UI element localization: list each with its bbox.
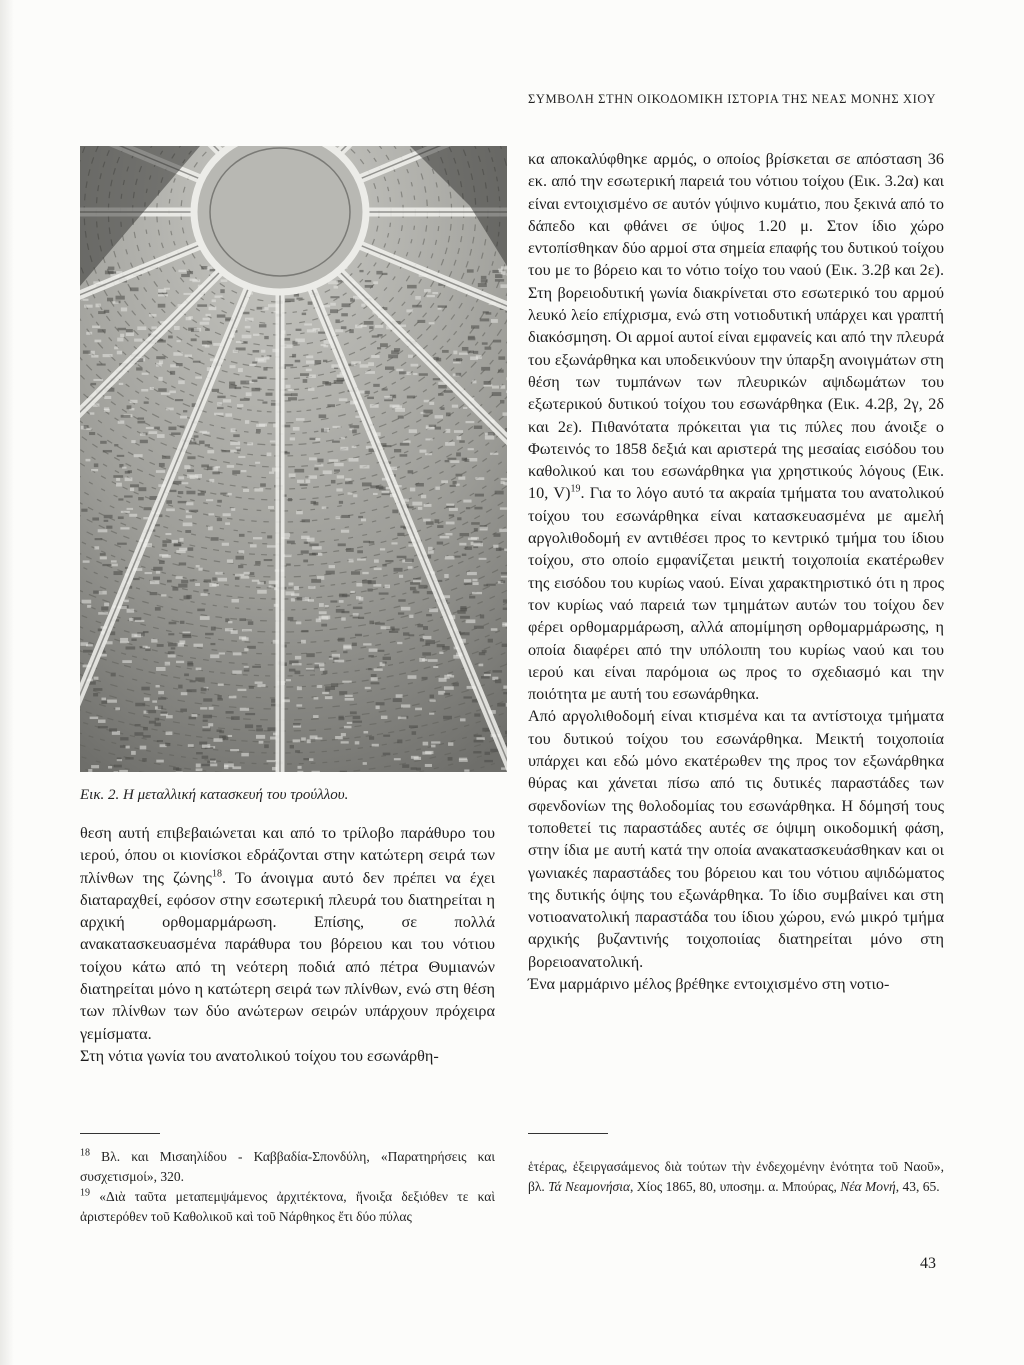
footnote-divider-right xyxy=(528,1133,608,1134)
footnote-19: $^{19}$ «Διὰ ταῦτα μεταπεμψάμενος ἀρχιτέκτονα, ἤνοιξα δεξιόθεν τε καὶ ἀριστερόθεν τοῦ Καθολικοῦ καὶ τοῦ Νάρθηκος ἔτι δύο πύλας xyxy=(80,1187,496,1224)
dome-photograph xyxy=(80,146,507,772)
footnote-ref-19[interactable]: 19 xyxy=(570,484,581,496)
footnote-18: $^{18}$ Βλ. και Μισαηλίδου - Καββαδία-Σπονδύλη, «Παρατηρήσεις και συσχετισμοί», 320. xyxy=(80,1147,496,1184)
footnote-19-continued: ἑτέρας, ἐξειργασάμενος διὰ τούτων τὴν ἐνδεχομένην ἑνότητα τοῦ Ναοῦ», βλ. Τά Νεαμονήσια, Χίος 1865, 80, υποσημ. α. Μπούρας, Νέα Μονή, 43, 65. xyxy=(528,1159,944,1194)
running-title: ΣΥΜΒΟΛΗ ΣΤΗΝ ΟΙΚΟΔΟΜΙΚΗ ΙΣΤΟΡΙΑ ΤΗΣ ΝΕΑΣ ΜΟΝΗΣ ΧΙΟΥ xyxy=(527,92,936,106)
paragraph: Ένα μαρμάρινο μέλος βρέθηκε εντοιχισμένο στη νοτιο- xyxy=(528,974,890,993)
page-number: 43 xyxy=(920,1255,936,1272)
figure-caption: Εικ. 2. Η μεταλλική κατασκευή του τρούλλου. xyxy=(80,787,349,803)
right-column-text xyxy=(528,148,944,995)
page-edge-shadow xyxy=(0,0,14,1365)
footnote-divider-left xyxy=(80,1133,160,1134)
footnotes-right xyxy=(528,1157,944,1197)
footnote-ref-18[interactable]: 18 xyxy=(211,868,222,880)
footnotes-left xyxy=(80,1147,495,1227)
paragraph: κα αποκαλύφθηκε αρμός, ο οποίος βρίσκεται σε απόσταση 36 εκ. από την εσωτερική παρειά του νότιου τοίχου (Εικ. 3.2α) και είναι εντοιχισμένο σε αυτόν γύψινο κυμάτιο, που ξεκινά από το δάπεδο και φθάνει σε ύψος 1.20 μ. Στον ίδιο χώρο εντοπίσθηκαν δύο αρμοί στα σημεία επαφής του δυτικού τοίχου του με το βόρειο και το νότιο τοίχο του ναού (Εικ. 3.2β και 2ε). Στη βορειοδυτική γωνία διακρίνεται στο εσωτερικό του αρμού λευκό λείο επίχρισμα, ενώ στη νοτιοδυτική υπάρχει και γραπτή διακόσμηση. Οι αρμοί αυτοί είναι εμφανείς και από την πλευρά του εξωνάρθηκα και υποδεικνύουν την ύπαρξη ανοιγμάτων στη θέση των τυμπάνων των πλευρικών αψιδωμάτων του εξωτερικού δυτικού τοίχου του εσωνάρθηκα (Εικ. 4.2β, 2γ, 2δ και 2ε). Πιθανότατα πρόκειται για τις πύλες που άνοιξε ο Φωτεινός το 1858 δεξιά και αριστερά της μεσαίας εισόδου του καθολικού και του εσωνάρθηκα για χρηστικούς λόγους (Εικ. 10, V)$^{19}$. Για το λόγο αυτό τα ακραία τμήματα του ανατολικού τοίχου του εσωνάρθηκα είναι κατασκευασμένα με αμελή αργολιθοδομή εν αντιθέσει προς το κεντρικό τμήμα του ίδιου τοίχου, στο οποίο εμφανίζεται μεικτή τοιχοποιία εκατέρωθεν της εισόδου του κυρίως ναού. Είναι χαρακτηριστικό ότι η προς τον κυρίως ναό παρειά των τμημάτων αυτών του τοίχου δεν φέρει ορθομαρμάρωση, αλλά απομίμηση ορθομαρμάρωσης, η οποία διαφέρει από την υπόλοιπη του κυρίως ναού και του ιερού και είναι παρόμοια ως προς το σχεδιασμό και την ποιότητα με αυτή του εσωνάρθηκα. xyxy=(528,150,944,704)
paragraph: Στη νότια γωνία του ανατολικού τοίχου του εσωνάρθη- xyxy=(80,1046,439,1065)
left-column-text xyxy=(80,822,495,1067)
paragraph: θεση αυτή επιβεβαιώνεται και από το τρίλοβο παράθυρο του ιερού, όπου οι κιονίσκοι εδράζονται στην κατώτερη σειρά των πλίνθων της ζώνης$^{18}$. Το άνοιγμα αυτό δεν πρέπει να έχει διαταραχθεί, εφόσον στην εσωτερική πλευρά του διατηρείται η αρχική ορθομαρμάρωση. Επίσης, σε πολλά ανακατασκευασμένα παράθυρα του βόρειου και του νότιου τοίχου κάτω από τη νεότερη ποδιά από πέτρα Θυμιανών διατηρείται μόνο η κατώτερη σειρά των πλίνθων, ενώ στη θέση των πλίνθων των δύο ανώτερων σειρών υπάρχουν πρόχειρα γεμίσματα. xyxy=(80,824,495,1043)
dome-image xyxy=(80,146,507,772)
paragraph: Από αργολιθοδομή είναι κτισμένα και τα αντίστοιχα τμήματα του δυτικού τοίχου του εσωνάρθηκα. Μεικτή τοιχοποιία υπάρχει και εδώ μόνο εκατέρωθεν της προς τον εξωνάρθηκα θύρας και χάνεται πίσω από τις δυτικές παραστάδες των σφενδονίων της θολοδομίας του εσωνάρθηκα. Η δόμησή τους τοποθετεί τις παραστάδες αυτές σε όψιμη οικοδομική φάση, στην ίδια με αυτή κατά την οποία ανακατασκευάσθηκαν και οι γωνιακές παραστάδες του βόρειου και του νότιου αψιδώματος της δυτικής όψης του εξωνάρθηκα. Το ίδιο συμβαίνει και στη νοτιοανατολική παραστάδα του ίδιου χώρου, ενώ μικρό τμήμα αρχικής βυζαντινής τοιχοποιίας διατηρείται μόνο στη βορειοανατολική. xyxy=(528,707,944,971)
